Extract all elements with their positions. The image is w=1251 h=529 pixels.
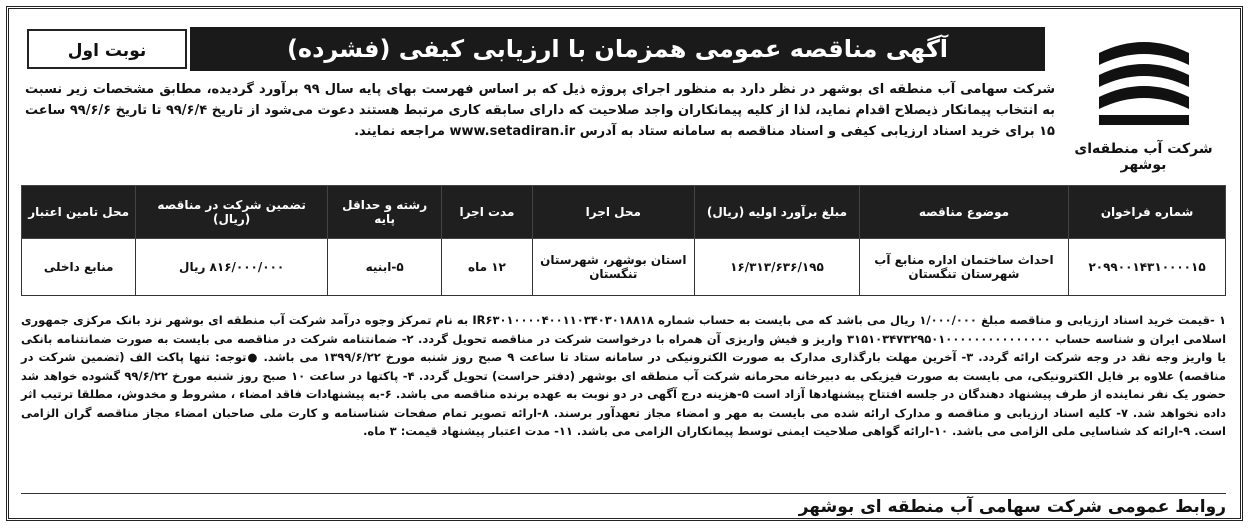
cell-field: ۵-ابنیه — [327, 239, 441, 296]
header-location: محل اجرا — [532, 186, 695, 239]
header-duration: مدت اجرا — [442, 186, 532, 239]
terms-notes — [21, 311, 1226, 441]
setad-link[interactable]: www.setadiran.ir — [449, 124, 576, 139]
header-funding: محل تامین اعتبار — [22, 186, 136, 239]
cell-location: استان بوشهر، شهرستان تنگستان — [532, 239, 695, 296]
header-estimate: مبلغ برآورد اولیه (ریال) — [695, 186, 860, 239]
public-relations-signature: روابط عمومی شرکت سهامی آب منطقه ای بوشهر — [21, 493, 1226, 517]
intro-paragraph — [25, 79, 1055, 142]
tender-table — [21, 185, 1226, 296]
water-waves-logo-icon — [1089, 23, 1199, 133]
round-badge: نوبت اول — [27, 29, 187, 69]
header-field: رشته و حداقل پایه — [327, 186, 441, 239]
intro-text: شرکت سهامی آب منطقه ای بوشهر در نظر دارد به منظور اجرای پروژه ذیل که بر اساس فهرست بهای پایه سال ۹۹ برآورد گردیده، مطابق مشخصات زیر نسبت به انتخاب پیمانکار ذیصلاح اقدام نماید، لذا از کلیه پیمانکاران واجد صلاحیت که دارای سابقه کاری مرتبط هستند دعوت می‌شود از تاریخ ۹۹/۶/۴ تا تاریخ ۹۹/۶/۶ ساعت ۱۵ برای خرید اسناد ارزیابی کیفی و اسناد مناقصه به سامانه ستاد به آدرس — [25, 82, 1055, 139]
cell-funding: منابع داخلی — [22, 239, 136, 296]
tender-table-header — [22, 186, 1226, 239]
intro-tail: مراجعه نمایند. — [354, 124, 445, 139]
table-row — [22, 239, 1226, 296]
notes-text: ۱ -قیمت خرید اسناد ارزیابی و مناقصه مبلغ ۱/۰۰۰/۰۰۰ ریال می باشد که می بایست به حساب شماره IR۶۳۰۱۰۰۰۰۴۰۰۱۱۰۳۴۰۳۰۱۸۸۱۸ به نام تمرکز وجوه درآمد شرکت آب منطقه ای بوشهر نزد بانک مرکزی جمهوری اسلامی ایران و شناسه حساب ۳۱۵۱۰۳۴۷۳۲۹۵۰۱۰۰۰۰۰۰۰۰۰۰۰۰۰۰۰ واریز و فیش واریزی آن همراه با درخواست شرکت در مناقصه تحویل گردد. ۲- ضمانتنامه شرکت در مناقصه می بایست به صورت ضمانتنامه بانکی یا واریز وجه نقد در وجه شرکت ارائه گردد. ۳- آخرین مهلت بارگذاری مدارک به صورت الکترونیکی در سامانه ستاد تا ساعت ۹ صبح روز شنبه مورخ ۱۳۹۹/۶/۲۲ می باشد. ●توجه: تنها پاکت الف (تضمین شرکت در مناقصه) علاوه بر فایل الکترونیکی، می بایست به صورت فیزیکی به دبیرخانه محرمانه شرکت آب منطقه ای بوشهر (دفتر حراست) تحویل گردد. ۴- پاکتها در ساعت ۱۰ صبح روز شنبه مورخ ۹۹/۶/۲۲ گشوده خواهد شد حضور یک نفر نماینده از طرف پیشنهاد دهندگان در جلسه افتتاح پیشنهادها آزاد است ۵-هزینه درج آگهی در دو نوبت به عهده برنده مناقصه می باشد. ۶-به پیشنهادات فاقد امضاء ، مشروط و مخدوش، مطلقا ترتیب اثر داده نخواهد شد. ۷- کلیه اسناد ارزیابی و مناقصه و مدارک ارائه شده می بایست به مهر و امضاء مجاز تعهدآور برسند. ۸-ارائه تصویر تمام صفحات شناسنامه و کارت ملی صاحبان امضاء مجاز مناقصه گران الزامی است. ۹-ارائه کد شناسایی ملی الزامی می باشد. ۱۰-ارائه گواهی صلاحیت ایمنی توسط پیمانکاران الزامی می باشد. ۱۱- مدت اعتبار پیشنهاد قیمت: ۳ ماه. — [21, 313, 1227, 438]
company-logo — [1061, 23, 1226, 173]
company-name: شرکت آب منطقه‌ای بوشهر — [1074, 141, 1213, 173]
header-subject: موضوع مناقصه — [859, 186, 1068, 239]
cell-call-number: ۲۰۹۹۰۰۱۴۳۱۰۰۰۰۱۵ — [1069, 239, 1226, 296]
cell-subject: احداث ساختمان اداره منابع آب شهرستان تنگستان — [859, 239, 1068, 296]
header-guarantee: تضمین شرکت در مناقصه (ریال) — [136, 186, 328, 239]
cell-guarantee: ۸۱۶/۰۰۰/۰۰۰ ریال — [136, 239, 328, 296]
ad-title: آگهی مناقصه عمومی همزمان با ارزیابی کیفی (فشرده) — [190, 27, 1045, 71]
advertisement-frame — [6, 6, 1243, 521]
header-call-number: شماره فراخوان — [1069, 186, 1226, 239]
cell-estimate: ۱۶/۳۱۳/۶۳۶/۱۹۵ — [695, 239, 860, 296]
cell-duration: ۱۲ ماه — [442, 239, 532, 296]
